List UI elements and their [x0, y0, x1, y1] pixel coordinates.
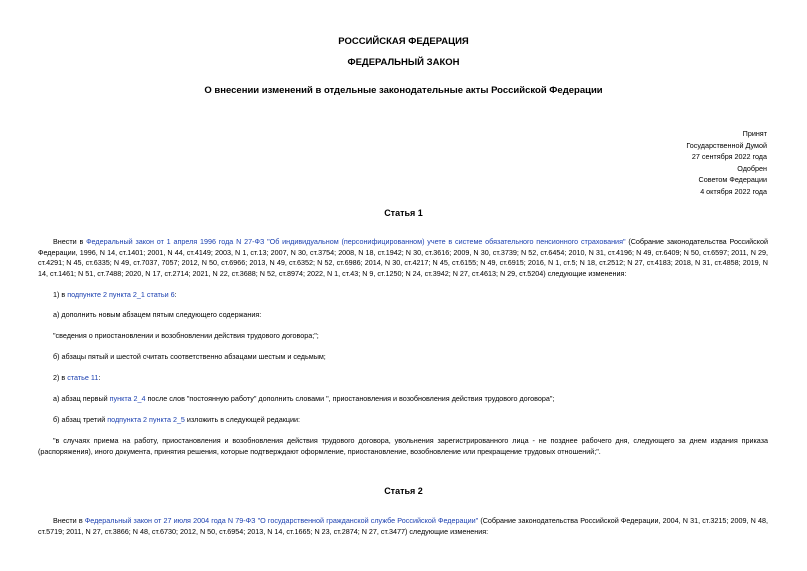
- article-1-item-1: 1) в подпункте 2 пункта 2_1 статьи 6:: [53, 290, 177, 299]
- law-link-79-fz[interactable]: Федеральный закон от 27 июля 2004 года N 79-ФЗ "О государственной гражданской службе Российской Федерации": [84, 516, 479, 525]
- link-article-11[interactable]: статье 11: [67, 373, 99, 382]
- link-subpoint-2-point-2-5[interactable]: подпункта 2 пункта 2_5: [107, 415, 185, 424]
- article-2-heading: Статья 2: [384, 486, 423, 496]
- article-1-heading: Статья 1: [384, 208, 423, 218]
- adoption-line: Принят: [742, 129, 767, 138]
- adoption-block: [686, 128, 767, 197]
- country-heading: РОССИЙСКАЯ ФЕДЕРАЦИЯ: [338, 36, 469, 47]
- adoption-line: Одобрен: [737, 163, 767, 173]
- law-link-27-fz[interactable]: Федеральный закон от 1 апреля 1996 года N 27-ФЗ "Об индивидуальном (персонифицированном) учете в системе обязательного пенсионного страхования": [86, 237, 626, 246]
- adoption-line: 27 сентября 2022 года: [691, 152, 767, 161]
- article-1-item-2b: б) абзац третий подпункта 2 пункта 2_5 изложить в следующей редакции:: [53, 415, 300, 424]
- link-subpoint-2-point-2-1-article-6[interactable]: подпункте 2 пункта 2_1 статьи 6: [67, 290, 175, 299]
- article-1-item-1a: а) дополнить новым абзацем пятым следующего содержания:: [53, 310, 262, 319]
- adoption-line: Советом Федерации: [698, 175, 767, 184]
- article-1-intro: Внести в Федеральный закон от 1 апреля 1996 года N 27-ФЗ "Об индивидуальном (персонифицированном) учете в системе обязательного пенсионного страхования" (Собрание законодательства Российской Федерации, 1996, N 14, ст.1401; 2001, N 44, ст.4149; 2003, N 1, ст.13; 2007, N 30, ст.3754; 2008, N 18, ст.1942; N 30, ст.3616; 2009, N 30, ст.3739; N 52, ст.6454; 2010, N 31, ст.4196; N 49, ст.6409; N 50, ст.6597; 2011, N 29, ст.4291; N 45, ст.6335; N 49, ст.7037, 7057; 2012, N 50, ст.6966; 2013, N 49, ст.6352; N 52, ст.6986; 2014, N 30, ст.4217; N 45, ст.6155; N 49, ст.6915; 2016, N 1, ст.5; N 18, ст.2512; N 27, ст.4183; 2018, N 31, ст.4858; 2019, N 14, ст.1461; N 51, ст.7488; 2020, N 17, ст.2714; 2021, N 22, ст.3688; N 52, ст.8974; 2022, N 1, ст.43; N 9, ст.1250; N 24, ст.3942; N 27, ст.4613; N 29, ст.5204) следующие изменения:: [38, 237, 768, 278]
- article-1-item-2b-quote: "в случаях приема на работу, приостановления и возобновления действия трудового договора, увольнения зарегистрированного лица - не позднее рабочего дня, следующего за днем издания приказа (распоряжения), иного документа, принятия решения, которые подтверждают оформление, приостановление, возобновление или прекращение трудовых отношений;".: [38, 436, 768, 456]
- article-1-item-2a: а) абзац первый пункта 2_4 после слов "постоянную работу" дополнить словами ", приостановления и возобновления действия трудового договора";: [53, 394, 555, 403]
- law-type-heading: ФЕДЕРАЛЬНЫЙ ЗАКОН: [347, 57, 460, 68]
- article-2-intro: Внести в Федеральный закон от 27 июля 2004 года N 79-ФЗ "О государственной гражданской службе Российской Федерации" (Собрание законодательства Российской Федерации, 2004, N 31, ст.3215; 2009, N 48, ст.5719; 2011, N 27, ст.3866; N 48, ст.6730; 2012, N 50, ст.6954; 2013, N 14, ст.1665; N 23, ст.2874; N 27, ст.3477) следующие изменения:: [38, 516, 768, 536]
- link-point-2-4[interactable]: пункта 2_4: [109, 394, 146, 403]
- law-title: О внесении изменений в отдельные законодательные акты Российской Федерации: [204, 85, 603, 96]
- adoption-line: 4 октября 2022 года: [700, 186, 767, 196]
- adoption-line: Государственной Думой: [686, 140, 767, 150]
- article-1-item-1b: б) абзацы пятый и шестой считать соответственно абзацами шестым и седьмым;: [53, 352, 326, 361]
- article-1-item-1a-quote: "сведения о приостановлении и возобновлении действия трудового договора;";: [53, 331, 319, 340]
- article-1-item-2: 2) в статье 11:: [53, 373, 101, 382]
